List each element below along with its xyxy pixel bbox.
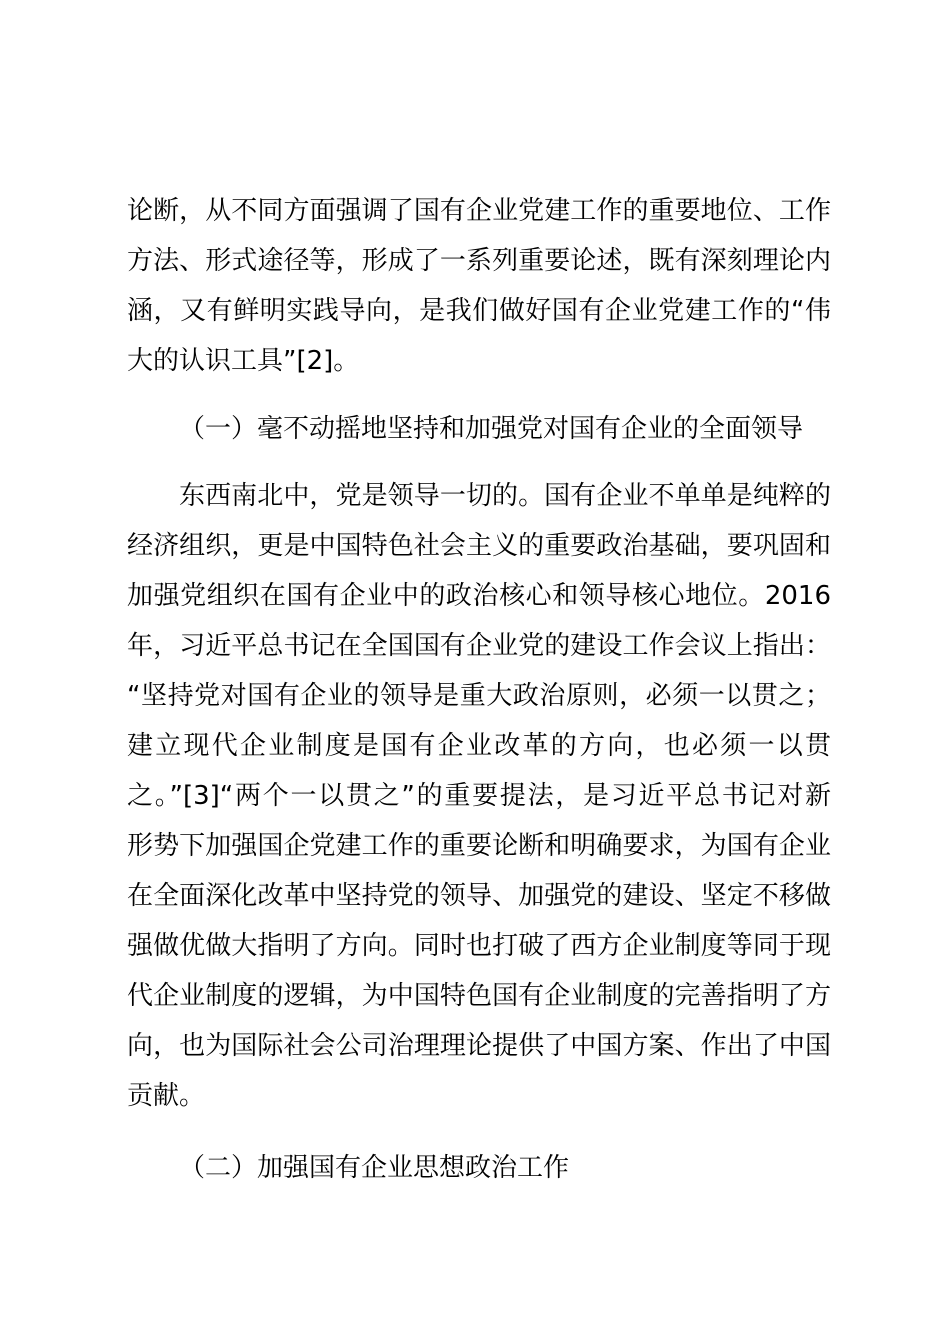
paragraph-line: 经济组织，更是中国特色社会主义的重要政治基础，要巩固和 — [127, 531, 831, 561]
paragraph-line: 形势下加强国企党建工作的重要论断和明确要求，为国有企业 — [127, 831, 831, 861]
paragraph-line: 在全面深化改革中坚持党的领导、加强党的建设、坚定不移做 — [127, 881, 831, 911]
paragraph-line: 向，也为国际社会公司治理理论提供了中国方案、作出了中国 — [127, 1031, 831, 1061]
paragraph-line: 贡献。 — [127, 1081, 206, 1111]
paragraph-line: 之。”[3]“两个一以贯之”的重要提法，是习近平总书记对新 — [127, 781, 831, 811]
paragraph-1 — [127, 186, 831, 386]
document-body — [127, 186, 831, 1193]
paragraph-line: 方法、形式途径等，形成了一系列重要论述，既有深刻理论内 — [127, 246, 831, 276]
paragraph-line: 强做优做大指明了方向。同时也打破了西方企业制度等同于现 — [127, 931, 831, 961]
paragraph-line: “坚持党对国有企业的领导是重大政治原则，必须一以贯之； — [127, 681, 831, 711]
paragraph-line: 加强党组织在国有企业中的政治核心和领导核心地位。2016 — [127, 581, 831, 611]
paragraph-2 — [127, 471, 831, 1121]
section-heading-1: （一）毫不动摇地坚持和加强党对国有企业的全面领导 — [179, 414, 804, 444]
paragraph-line: 东西南北中，党是领导一切的。国有企业不单单是纯粹的 — [179, 481, 831, 511]
paragraph-line: 大的认识工具”[2]。 — [127, 346, 360, 376]
paragraph-line: 年，习近平总书记在全国国有企业党的建设工作会议上指出： — [127, 631, 831, 661]
section-heading-2: （二）加强国有企业思想政治工作 — [179, 1153, 570, 1183]
paragraph-line: 建立现代企业制度是国有企业改革的方向，也必须一以贯 — [127, 731, 831, 761]
paragraph-line: 代企业制度的逻辑，为中国特色国有企业制度的完善指明了方 — [127, 981, 831, 1011]
paragraph-line: 涵，又有鲜明实践导向，是我们做好国有企业党建工作的“伟 — [127, 296, 831, 326]
paragraph-line: 论断，从不同方面强调了国有企业党建工作的重要地位、工作 — [127, 196, 831, 226]
